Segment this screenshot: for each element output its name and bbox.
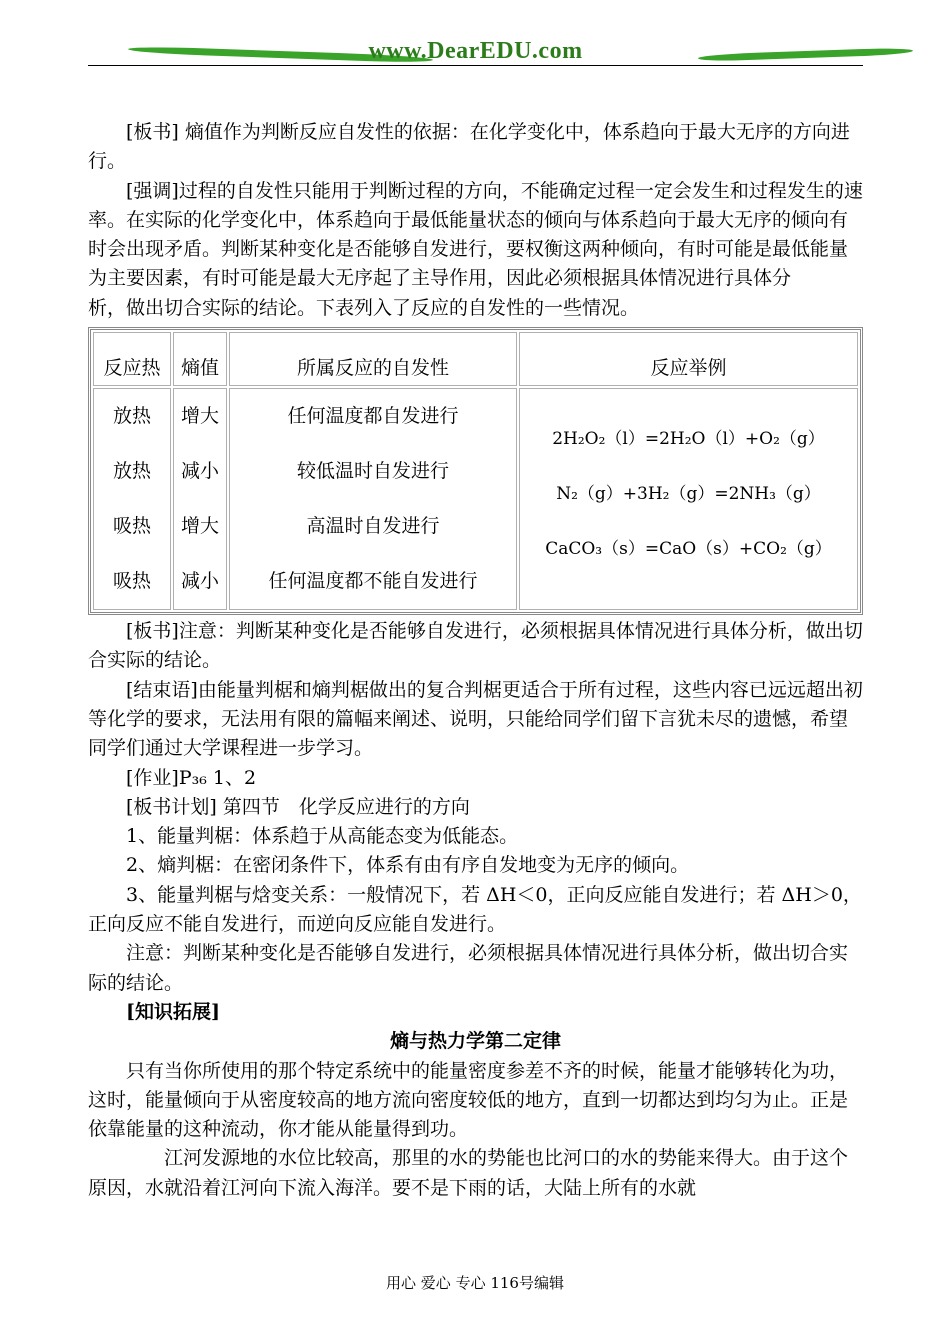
heat-cell: 吸热 bbox=[112, 570, 151, 593]
document-body bbox=[88, 118, 863, 1203]
paragraph-board-entropy: [板书] 熵值作为判断反应自发性的依据：在化学变化中，体系趋向于最大无序的方向进行。 bbox=[88, 121, 850, 173]
paragraph-emphasis: [强调]过程的自发性只能用于判断过程的方向，不能确定过程一定会发生和过程发生的速率。在实际的化学变化中，体系趋向于最低能量状态的倾向与体系趋向于最大无序的倾向有时会出现矛盾。判断某种变化是否能够自发进行，要权衡这两种倾向，有时可能是最低能量为主要因素，有时可能是最大无序起了主导作用，因此必须根据具体情况进行具体分 bbox=[88, 179, 863, 290]
header-heat: 反应热 bbox=[93, 332, 171, 386]
spontaneity-column bbox=[229, 388, 517, 610]
spontaneity-cell: 高温时自发进行 bbox=[306, 515, 440, 538]
heat-cell: 放热 bbox=[112, 460, 151, 483]
entropy-column bbox=[173, 388, 227, 610]
spontaneity-cell: 任何温度都不能自发进行 bbox=[268, 570, 478, 593]
plan-item-entropy: 2、熵判椐：在密闭条件下，体系有由有序自发地变为无序的倾向。 bbox=[126, 854, 690, 877]
paragraph-closing: [结束语]由能量判椐和熵判椐做出的复合判椐更适合于所有过程，这些内容已远远超出初等化学的要求，无法用有限的篇幅来阐述、说明，只能给同学们留下言犹未尽的遗憾，希望同学们通过大学课程进一步学习。 bbox=[88, 678, 863, 760]
paragraph-river: 江河发源地的水位比较高，那里的水的势能也比河口的水的势能来得大。由于这个原因，水就沿着江河向下流入海洋。要不是下雨的话，大陆上所有的水就 bbox=[88, 1147, 849, 1199]
page-footer: 用心 爱心 专心 116号编辑 bbox=[386, 1274, 564, 1292]
entropy-cell: 减小 bbox=[180, 460, 219, 483]
heat-column bbox=[93, 388, 171, 610]
table-header-row bbox=[93, 332, 858, 386]
page-header bbox=[88, 36, 863, 68]
entropy-cell: 增大 bbox=[180, 405, 219, 428]
paragraph-homework: [作业]P₃₆ 1、2 bbox=[126, 766, 257, 789]
spontaneity-cell: 较低温时自发进行 bbox=[296, 460, 449, 483]
example-equation: 2H₂O₂（l）=2H₂O（l）+O₂（g） bbox=[552, 429, 825, 450]
paragraph-board-note: [板书]注意：判断某种变化是否能够自发进行，必须根据具体情况进行具体分析，做出切合实际的结论。 bbox=[88, 620, 863, 672]
example-equation: N₂（g）+3H₂（g）=2NH₃（g） bbox=[556, 484, 821, 505]
heat-cell: 放热 bbox=[112, 405, 151, 428]
header-example: 反应举例 bbox=[519, 332, 858, 386]
entropy-cell: 减小 bbox=[180, 570, 219, 593]
site-logo-text: www.DearEDU.com bbox=[368, 38, 583, 64]
spontaneity-table bbox=[88, 327, 863, 615]
paragraph-emphasis-continued: 析，做出切合实际的结论。下表列入了反应的自发性的一些情况。 bbox=[88, 296, 640, 319]
heat-cell: 吸热 bbox=[112, 515, 151, 538]
paragraph-board-plan: [板书计划] 第四节 化学反应进行的方向 bbox=[126, 795, 470, 818]
header-entropy: 熵值 bbox=[173, 332, 227, 386]
example-column bbox=[519, 388, 858, 610]
extension-label: [知识拓展] bbox=[126, 1000, 220, 1023]
header-spontaneity: 所属反应的自发性 bbox=[229, 332, 517, 386]
paragraph-note: 注意：判断某种变化是否能够自发进行，必须根据具体情况进行具体分析，做出切合实际的结论。 bbox=[88, 942, 849, 994]
example-equation: CaCO₃（s）=CaO（s）+CO₂（g） bbox=[545, 539, 832, 560]
extension-title: 熵与热力学第二定律 bbox=[389, 1030, 561, 1053]
plan-item-enthalpy: 3、能量判椐与焓变关系：一般情况下，若 ΔH＜0，正向反应能自发进行；若 ΔH＞0，正向反应不能自发进行，而逆向反应能自发进行。 bbox=[88, 883, 862, 936]
paragraph-energy-density: 只有当你所使用的那个特定系统中的能量密度参差不齐的时候，能量才能够转化为功，这时，能量倾向于从密度较高的地方流向密度较低的地方，直到一切都达到均匀为止。正是依靠能量的这种流动，你才能从能量得到功。 bbox=[88, 1059, 849, 1141]
entropy-cell: 增大 bbox=[180, 515, 219, 538]
header-rule bbox=[88, 65, 863, 66]
table-row bbox=[93, 388, 858, 610]
spontaneity-cell: 任何温度都自发进行 bbox=[287, 405, 459, 428]
plan-item-energy: 1、能量判椐：体系趋于从高能态变为低能态。 bbox=[126, 825, 519, 848]
